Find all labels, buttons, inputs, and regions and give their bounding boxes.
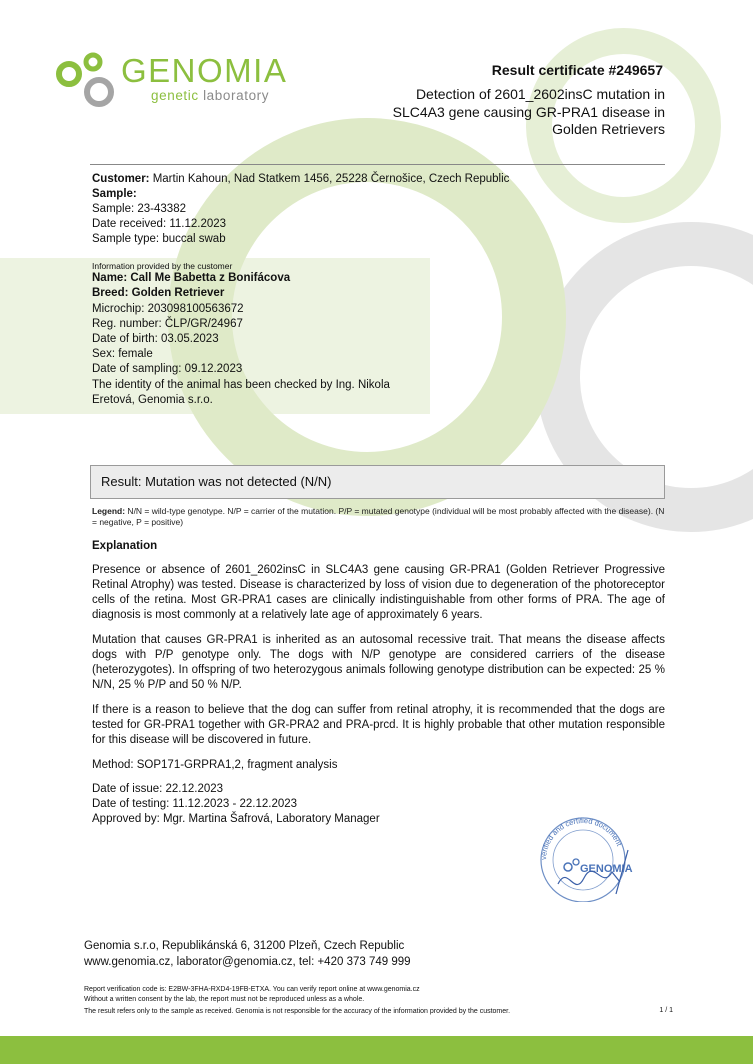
microchip: Microchip: 203098100563672 [92,303,244,315]
animal-breed: Breed: Golden Retriever [92,287,225,299]
footer-address-block [84,938,411,970]
footer-bar [0,1036,753,1064]
method: Method: SOP171-GRPRA1,2, fragment analysis [92,759,338,771]
footer-address: Genomia s.r.o, Republikánská 6, 31200 Plzeň, Czech Republic [84,940,405,952]
certificate-description: Detection of 2601_2602insC mutation in SLC4A3 gene causing GR-PRA1 disease in Golden Retrievers [392,86,665,137]
certification-stamp-icon [528,812,638,902]
page-number: 1 / 1 [659,1007,673,1014]
explanation-paragraph-1: Presence or absence of 2601_2602insC in SLC4A3 gene causing GR-PRA1 (Golden Retriever Progressive Retinal Atrophy) was tested. Disease is characterized by loss of vision due to degeneration of the photoreceptor cells of the retina. Most GR-PRA1 cases are clinically indistinguishable from other forms of PRA. The age of diagnosis is most commonly at a relatively late age of approximately 6 years. [92,564,665,621]
legend: Legend: N/N = wild-type genotype. N/P = carrier of the mutation. P/P = mutated genotype (individual will be most probably affected with the disease). (N = negative, P = positive) [92,506,665,527]
identity-check-line2: Eretová, Genomia s.r.o. [92,394,213,406]
stamp-ring-text: verified and certified document [538,815,624,861]
logo-wordmark: GENOMIA [121,52,288,89]
date-of-testing: Date of testing: 11.12.2023 - 22.12.2023 [92,798,298,810]
result-box: Result: Mutation was not detected (N/N) [90,465,665,499]
customer-line: Customer: Martin Kahoun, Nad Statkem 1456, 25228 Černošice, Czech Republic [92,173,510,185]
certificate-number: Result certificate #249657 [491,62,663,78]
identity-check-line1: The identity of the animal has been checked by Ing. Nikola [92,379,390,391]
date-received: Date received: 11.12.2023 [92,218,227,230]
logo-tagline: genetic laboratory [151,88,270,103]
explanation-heading: Explanation [92,540,158,552]
sample-type: Sample type: buccal swab [92,233,226,245]
reg-number: Reg. number: ČLP/GR/24967 [92,318,243,330]
explanation-paragraph-2: Mutation that causes GR-PRA1 is inherited as an autosomal recessive trait. That means the disease affects dogs with P/P genotype only. The dogs with N/P genotype are considered carriers of the disease (heterozygotes). In offspring of two heterozygous animals following genotype distribution can be expected: 25 % N/N, 25 % P/P and 50 % N/P. [92,634,665,691]
date-of-birth: Date of birth: 03.05.2023 [92,333,219,345]
explanation-paragraph-3: If there is a reason to believe that the dog can suffer from retinal atrophy, it is recommended that the dogs are tested for GR-PRA1 together with GR-PRA2 and PRA-prcd. It is highly probable that other mutation responsible for this disease will be discovered in future. [92,704,665,746]
genomia-logo [55,46,325,116]
sex: Sex: female [92,348,153,360]
customer-info-note: Information provided by the customer [92,261,233,271]
logo-circles-icon [55,46,119,112]
responsibility-note: The result refers only to the sample as received. Genomia is not responsible for the accuracy of the information provided by the customer. [84,1008,511,1015]
date-of-issue: Date of issue: 22.12.2023 [92,783,224,795]
sample-heading: Sample: [92,188,137,200]
footer-contact: www.genomia.cz, laborator@genomia.cz, tel: +420 373 749 999 [84,956,411,968]
stamp-name: GENOMIA [580,863,633,875]
sample-id: Sample: 23-43382 [92,203,186,215]
animal-name: Name: Call Me Babetta z Bonifácova [92,272,291,284]
reproduction-note: Without a written consent by the lab, the report must not be reproduced unless as a whole. [84,996,365,1003]
date-of-sampling: Date of sampling: 09.12.2023 [92,363,243,375]
verification-code-note: Report verification code is: E2BW-3FHA-RXD4-19FB-ETXA. You can verify report online at www.genomia.cz [84,986,420,993]
approved-by: Approved by: Mgr. Martina Šafrová, Laboratory Manager [92,813,380,825]
header-divider [90,164,665,165]
